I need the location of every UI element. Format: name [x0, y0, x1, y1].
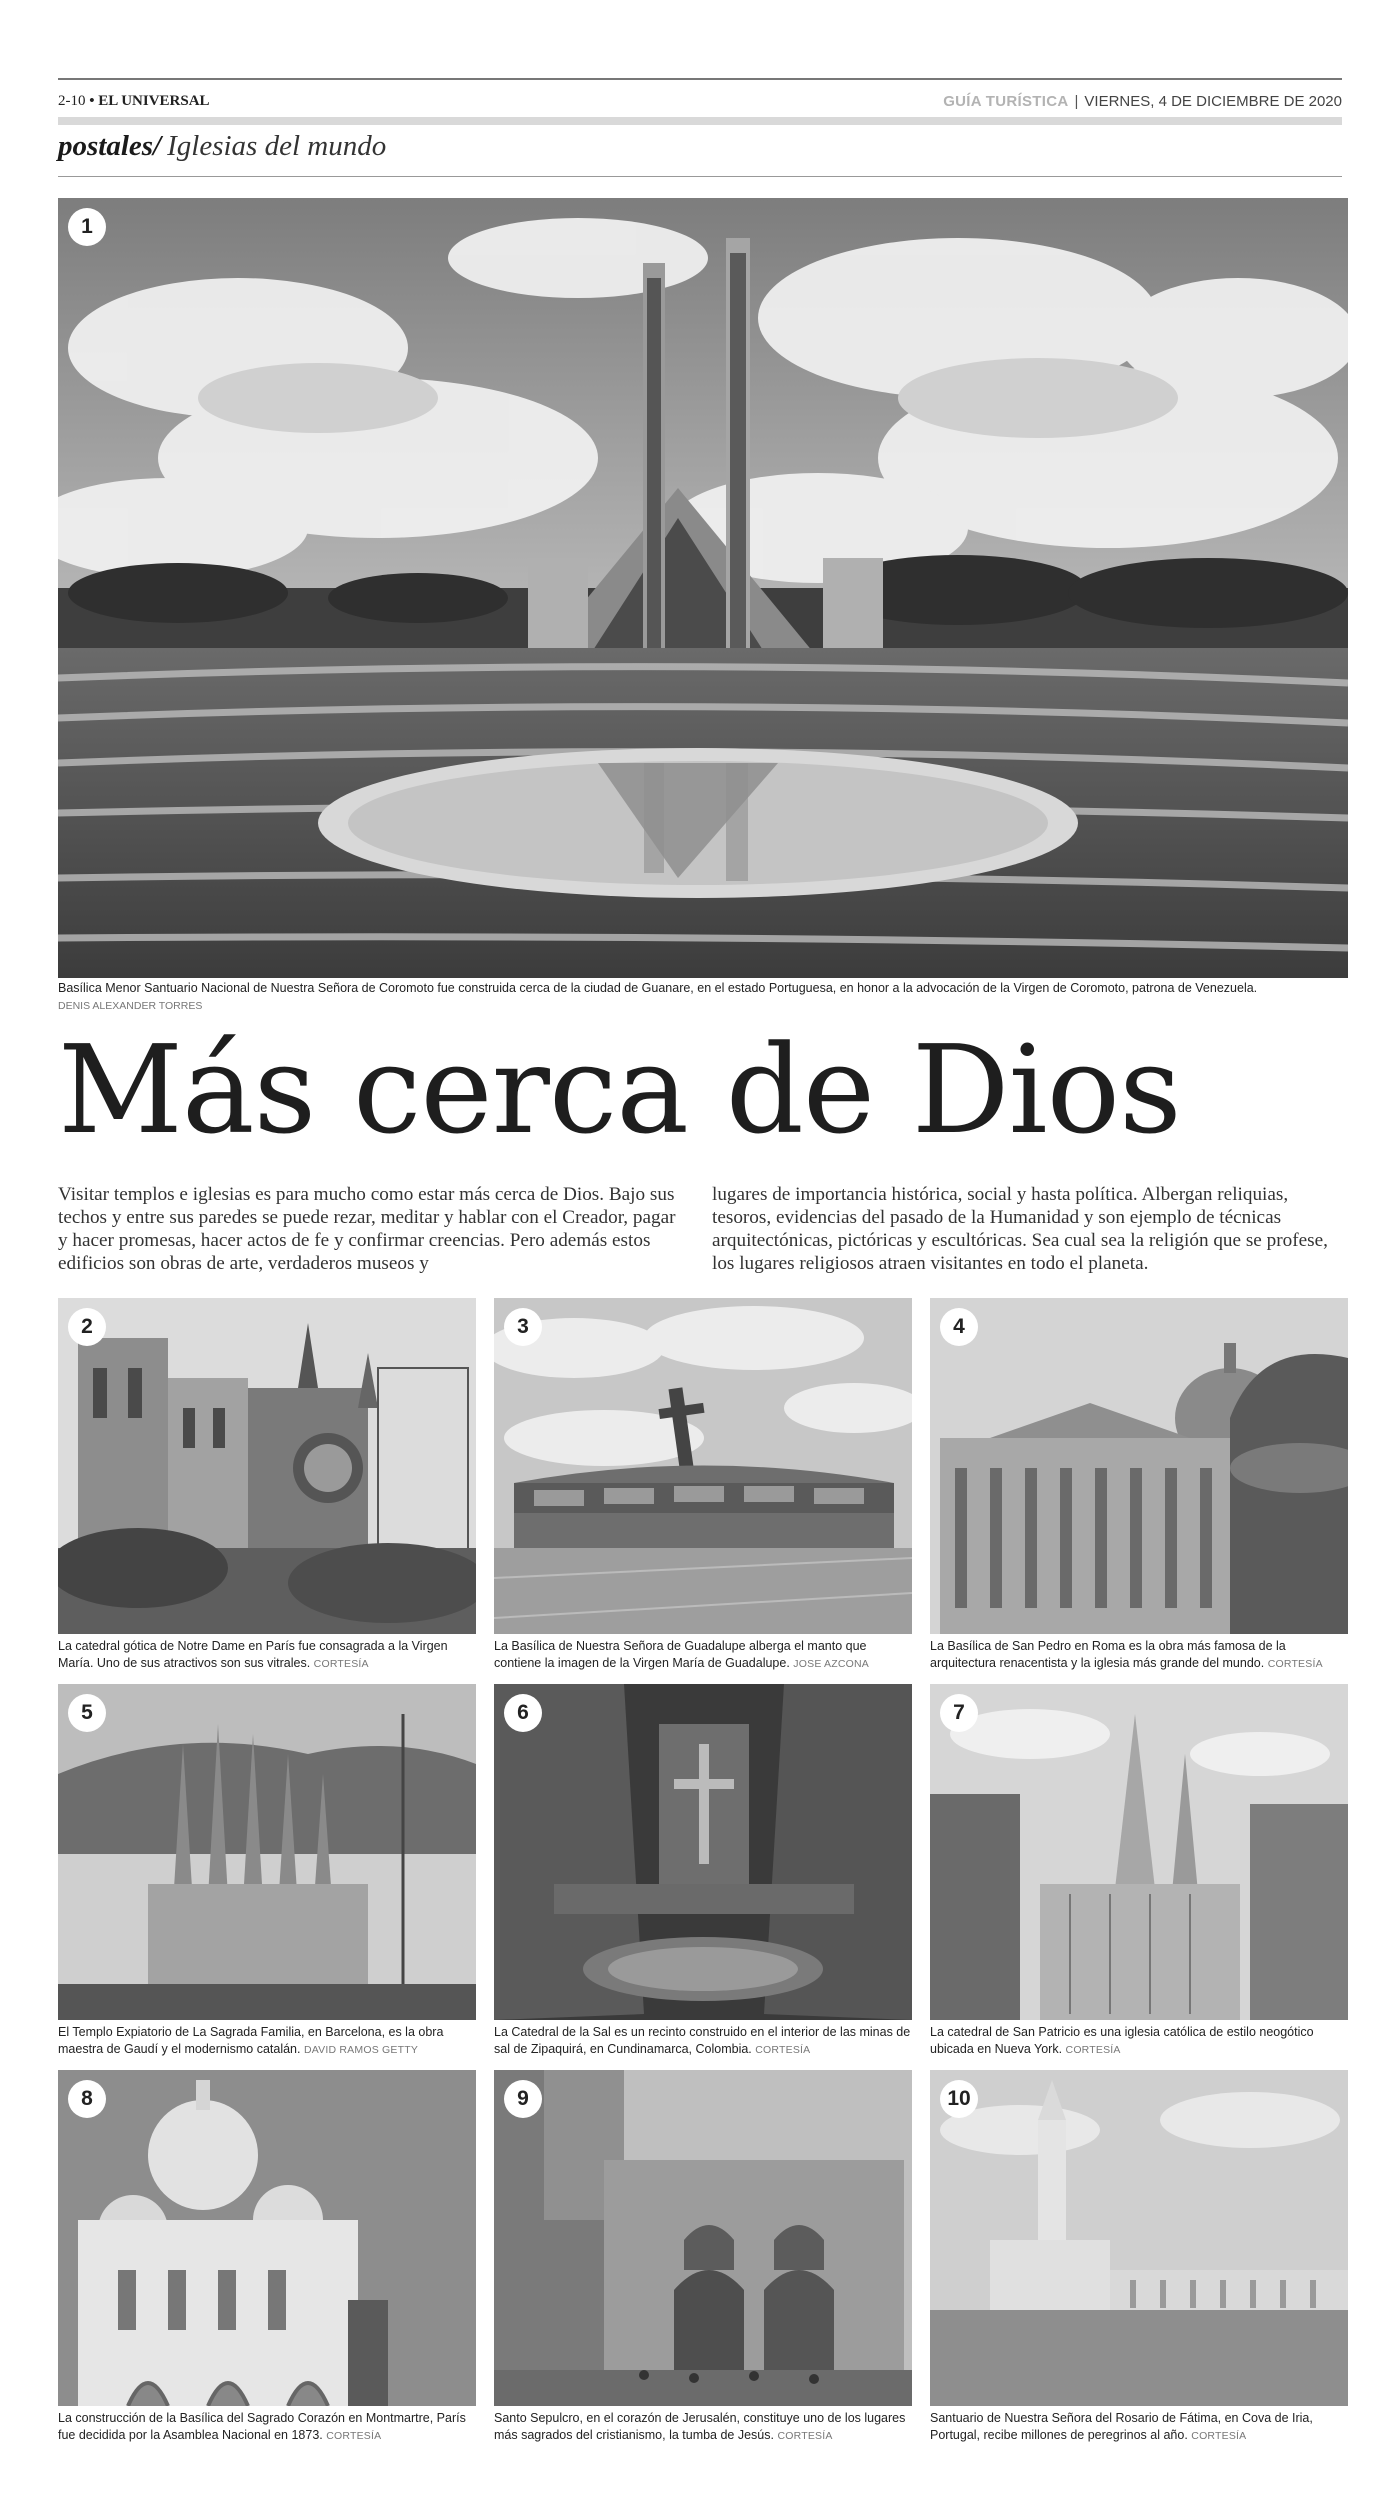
photo-number-badge: 8: [68, 2080, 106, 2118]
photo-caption: [58, 2410, 478, 2445]
coromoto-basilica-image: [58, 198, 1348, 978]
caption-text: Santuario de Nuestra Señora del Rosario de Fátima, en Cova de Iria, Portugal, recibe millones de peregrinos al año.: [930, 2411, 1313, 2442]
sacre-coeur-image: [58, 2070, 476, 2406]
photo-caption: [930, 2024, 1350, 2059]
photo-number-badge: 1: [68, 208, 106, 246]
caption-text: La catedral de San Patricio es una iglesia católica de estilo neogótico ubicada en Nueva York.: [930, 2025, 1314, 2056]
photo-sacre-coeur: [58, 2070, 476, 2406]
photo-sagrada-familia: [58, 1684, 476, 2020]
hero-credit: DENIS ALEXANDER TORRES: [58, 1000, 203, 1012]
photo-credit: CORTESÍA: [777, 2430, 833, 2442]
photo-fatima: [930, 2070, 1348, 2406]
caption-text: La Basílica de San Pedro en Roma es la obra más famosa de la arquitectura renacentista y la iglesia más grande del mundo.: [930, 1639, 1286, 1670]
caption-text: La Basílica de Nuestra Señora de Guadalupe alberga el manto que contiene la imagen de la Virgen María de Guadalupe.: [494, 1639, 867, 1670]
photo-credit: CORTESÍA: [1267, 1658, 1323, 1670]
photo-credit: CORTESÍA: [1191, 2430, 1247, 2442]
photo-number-badge: 6: [504, 1694, 542, 1732]
header-right: GUÍA TURÍSTICA | VIERNES, 4 DE DICIEMBRE DE 2020: [943, 92, 1342, 110]
guadalupe-image: [494, 1298, 912, 1634]
header-rule: [58, 78, 1342, 80]
caption-text: Santo Sepulcro, en el corazón de Jerusalén, constituye uno de los lugares más sagrados del cristianismo, la tumba de Jesús.: [494, 2411, 906, 2442]
caption-text: La Catedral de la Sal es un recinto construido en el interior de las minas de sal de Zipaquirá, en Cundinamarca, Colombia.: [494, 2025, 911, 2056]
caption-text: El Templo Expiatorio de La Sagrada Familia, en Barcelona, es la obra maestra de Gaudí y el modernismo catalán.: [58, 2025, 444, 2056]
fatima-image: [930, 2070, 1348, 2406]
photo-number-badge: 2: [68, 1308, 106, 1346]
photo-caption: [58, 1638, 478, 1673]
section-rule: [58, 176, 1342, 177]
photo-caption: [494, 1638, 914, 1673]
photo-santo-sepulcro: [494, 2070, 912, 2406]
photo-number-badge: 4: [940, 1308, 978, 1346]
section-subtitle: Iglesias del mundo: [167, 130, 387, 162]
photo-catedral-sal: [494, 1684, 912, 2020]
santo-sepulcro-image: [494, 2070, 912, 2406]
caption-text: La construcción de la Basílica del Sagrado Corazón en Montmartre, París fue decidida por la Asamblea Nacional en 1873.: [58, 2411, 466, 2442]
photo-number-badge: 7: [940, 1694, 978, 1732]
caption-text: La catedral gótica de Notre Dame en París fue consagrada a la Virgen María. Uno de sus atractivos son sus vitrales.: [58, 1639, 448, 1670]
photo-guadalupe: [494, 1298, 912, 1634]
san-patricio-image: [930, 1684, 1348, 2020]
section-title: [58, 130, 386, 163]
photo-san-pedro: [930, 1298, 1348, 1634]
header-band: [58, 117, 1342, 125]
photo-credit: CORTESÍA: [313, 1658, 369, 1670]
page-number: 2-10: [58, 92, 86, 109]
headline: Más cerca de Dios: [58, 1019, 1181, 1161]
photo-credit: DAVID RAMOS GETTY: [303, 2044, 419, 2056]
section-name: postales/: [58, 130, 162, 162]
photo-credit: CORTESÍA: [755, 2044, 811, 2056]
photo-number-badge: 5: [68, 1694, 106, 1732]
newspaper-name: EL UNIVERSAL: [98, 92, 210, 109]
photo-number-badge: 3: [504, 1308, 542, 1346]
lede-column-left: Visitar templos e iglesias es para mucho como estar más cerca de Dios. Bajo sus techos y entre sus paredes se puede rezar, meditar y hablar con el Creador, pagar y hacer promesas, hacer actos de fe y confirmar creencias. Pero además estos edificios son obras de arte, verdaderos museos y: [58, 1184, 676, 1274]
photo-number-badge: 9: [504, 2080, 542, 2118]
photo-caption: [494, 2410, 914, 2445]
lede-column-right: lugares de importancia histórica, social y hasta política. Albergan reliquias, tesoros, evidencias del pasado de la Humanidad y son ejemplo de técnicas arquitectónicas, pictóricas y escultóricas. Sea cual sea la religión que se profese, los lugares religiosos atraen visitantes en todo el planeta.: [712, 1184, 1328, 1274]
photo-caption: [58, 2024, 478, 2059]
folio: 2-10 • EL UNIVERSAL: [58, 92, 210, 109]
photo-credit: JOSE AZCONA: [793, 1658, 870, 1670]
hero-photo: [58, 198, 1348, 978]
photo-caption: [930, 2410, 1350, 2445]
photo-caption: [930, 1638, 1350, 1673]
issue-date: VIERNES, 4 DE DICIEMBRE DE 2020: [1084, 92, 1342, 110]
san-pedro-image: [930, 1298, 1348, 1634]
notre-dame-image: [58, 1298, 476, 1634]
sagrada-familia-image: [58, 1684, 476, 2020]
hero-caption: Basílica Menor Santuario Nacional de Nuestra Señora de Coromoto fue construida cerca de la ciudad de Guanare, en el estado Portuguesa, en honor a la advocación de la Virgen de Coromoto, patrona de Venezuela.: [58, 981, 1258, 995]
photo-san-patricio: [930, 1684, 1348, 2020]
photo-number-badge: 10: [940, 2080, 978, 2118]
photo-credit: CORTESÍA: [326, 2430, 382, 2442]
catedral-sal-image: [494, 1684, 912, 2020]
section-guide: GUÍA TURÍSTICA: [943, 92, 1069, 110]
photo-caption: [494, 2024, 914, 2059]
photo-notre-dame: [58, 1298, 476, 1634]
photo-credit: CORTESÍA: [1065, 2044, 1121, 2056]
page-header: [58, 88, 1342, 114]
